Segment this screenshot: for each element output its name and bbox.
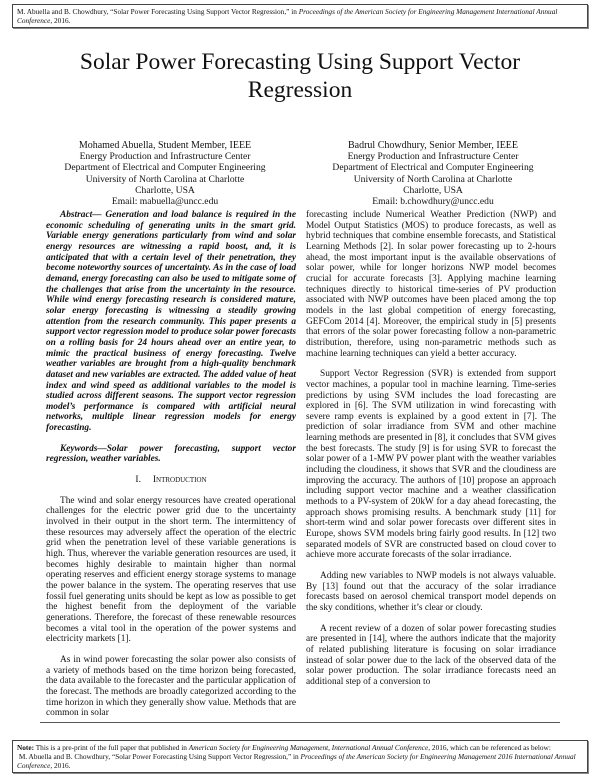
author-city: Charlotte, USA: [135, 184, 195, 196]
header-citation-box: [12, 4, 588, 28]
abstract-text: Abstract— Generation and load balance is required in the economic scheduling of generating units in the smart grid. Variable energy generations particularly from wind and solar energy resources are witnessing a rapid boost, and, it is anticipated that with a certain level of their penetration, they become noteworthy sources of uncertainty. As in the case of load demand, energy forecasting can also be used to mitigate some of the challenges that arise from the uncertainty in the resource. While wind energy forecasting research is considered mature, solar energy forecasting is witnessing a steadily growing attention from the research community. This paper presents a support vector regression model to produce solar power forecasts on a rolling basis for 24 hours ahead over an entire year, to mimic the practical business of energy forecasting. Twelve weather variables are brought from a high-quality benchmark dataset and new variables are extracted. The added value of heat index and wind speed as additional variables to the model is studied across different seasons. The support vector regression model’s performance is compared with artificial neural networks, multiple linear regression models for energy forecasting.: [46, 210, 296, 434]
author-block-1: [40, 140, 290, 207]
section-number: I.: [135, 475, 141, 486]
author-univ: University of North Carolina at Charlotte: [85, 173, 245, 185]
citation-year: , 2016.: [50, 16, 71, 25]
author-email: Email: mabuella@uncc.edu: [111, 196, 219, 208]
paper-title: Solar Power Forecasting Using Support Vector Regression: [79, 49, 521, 103]
abstract: [46, 210, 296, 465]
paragraph: Adding new variables to NWP models is not always valuable. By [13] found out that the accuracy of the solar irradiance forecasts based on aerosol chemical transport model depends on the sky conditions, whether it’s clear or cloudy.: [306, 571, 556, 613]
author-email: Email: b.chowdhury@uncc.edu: [372, 196, 494, 208]
author-dept: Department of Electrical and Computer Engineering: [332, 162, 534, 174]
author-name: Badrul Chowdhury, Senior Member, IEEE: [347, 140, 519, 151]
section-heading: [46, 475, 296, 486]
citation-text: M. Abuella and B. Chowdhury, “Solar Power Forecasting Using Support Vector Regression,” in: [17, 7, 299, 16]
footnote-box: [12, 740, 588, 773]
paragraph: Support Vector Regression (SVR) is extended from support vector machines, a popular tool in machine learning. Time-series predictions by using SVM includes the load forecasting are explored in [6]. The SVM utilization in wind forecasting with severe ramp events is explained by a good extent in [7]. The prediction of solar irradiance from SVM and other machine learning methods are presented in [8], it concludes that SVM gives the best forecasts. The study [9] is for using SVR to forecast the solar power of a 1-MW PV power plant with the weather variables including the cloudiness, it shows that SVR and the cloudiness are improving the accuracy. The authors of [10] propose an approach including support vector machine and a weather classification methods to a PV-system of 20kW for a day ahead forecasting, the approach shows promising results. A benchmark study [11] for short-term wind and solar power forecasts over different sites in Europe, shows SVM models bring fairly good results. In [12] two separated models of SVR are constructed based on cloud cover to achieve more accurate forecasts of the solar irradiance.: [306, 369, 556, 561]
left-column: [46, 210, 296, 729]
author-dept: Department of Electrical and Computer Engineering: [64, 162, 266, 174]
author-univ: University of North Carolina at Charlotte: [353, 173, 513, 185]
note-venue: American Society for Engineering Management, International Annual Conference: [188, 743, 429, 752]
note-text: This is a pre-print of the full paper that published in: [34, 743, 189, 752]
note-citation-venue: Proceedings of the American Society for Engineering Management 2016 International Annual Conference: [17, 752, 576, 770]
footnote-divider: [40, 722, 560, 723]
author-center: Energy Production and Infrastructure Center: [79, 151, 251, 163]
paragraph: As in wind power forecasting the solar power also consists of a variety of methods based on the time horizon being forecasted, the data available to the forecaster and the particular application of the forecast. The methods are broadly categorized according to the time horizon in which they generally show value. Methods that are common in solar: [46, 654, 296, 719]
author-center: Energy Production and Infrastructure Center: [347, 151, 519, 163]
paragraph: A recent review of a dozen of solar power forecasting studies are presented in [14], where the authors indicate that the majority of related publishing literature is focusing on solar irradiance instead of solar power due to the lack of the observed data of the solar power production. The solar irradiance forecasts need an additional step of a conversion to: [306, 623, 556, 687]
right-column: [306, 210, 556, 698]
note-citation-year: , 2016.: [50, 761, 71, 770]
paragraph: forecasting include Numerical Weather Prediction (NWP) and Model Output Statistics (MOS) to produce forecasts, as well as hybrid techniques that combine ensemble forecasts, and Statistical Learning Methods [2]. In solar power forecasting up to 2-hours ahead, the most important input is the available observations of solar power, while for longer horizons NWP model becomes crucial for accurate forecasts [3]. Applying machine learning techniques directly to historical time-series of PV production associated with NWP outcomes have been placed among the top models in the last global competition of energy forecasting, GEFCom 2014 [4]. Moreover, the empirical study in [5] presents that errors of the solar power forecasting follow a non-parametric distribution, therefore, using non-parametric methods such as machine learning techniques can yield a better accuracy.: [306, 210, 556, 359]
note-text-2: , 2016, which can be referenced as below:: [428, 743, 551, 752]
author-block-2: [308, 140, 558, 207]
note-citation: M. Abuella and B. Chowdhury, “Solar Power Forecasting Using Support Vector Regression,” in: [18, 752, 301, 761]
citation-venue: Proceedings of the American Society for Engineering Management International Annual Conference: [17, 7, 558, 25]
keywords: Keywords—Solar power forecasting, support vector regression, weather variables.: [46, 443, 296, 465]
author-name: Mohamed Abuella, Student Member, IEEE: [78, 140, 252, 151]
paragraph: The wind and solar energy resources have created operational challenges for the electric power grid due to the uncertainty involved in their output in the short term. The intermittency of these resources may adversely affect the operation of the electric grid when the penetration level of these variable generations is high. Thus, wherever the variable generation resources are used, it becomes highly desirable to maintain higher than normal operating reserves and efficient energy storage systems to manage the power balance in the system. The operating reserves that use fossil fuel generating units should be kept as low as possible to get the highest benefit from the deployment of the variable generations. Therefore, the forecast of these renewable resources becomes a vital tool in the operation of the power systems and electricity markets [1].: [46, 495, 296, 645]
note-label: Note:: [17, 743, 35, 752]
section-title: Introduction: [152, 475, 207, 486]
author-city: Charlotte, USA: [403, 184, 463, 196]
